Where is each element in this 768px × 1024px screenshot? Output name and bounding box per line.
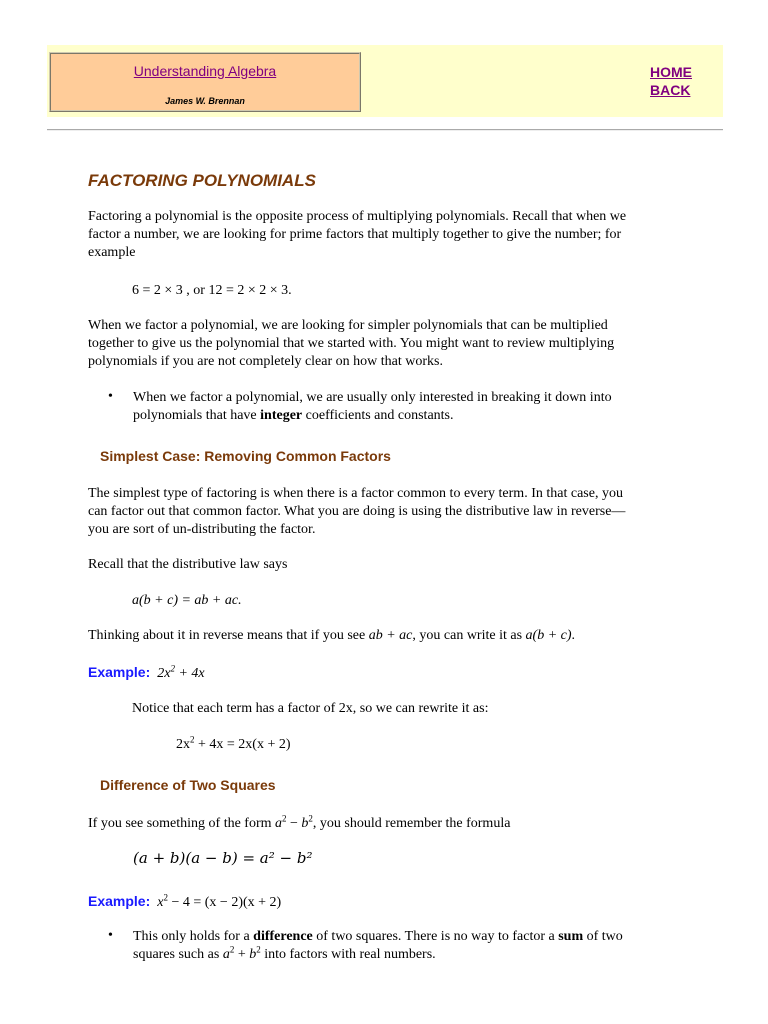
text-segment: , you can write it as bbox=[412, 628, 526, 643]
text-segment: This only holds for a bbox=[133, 929, 254, 944]
text-segment: + bbox=[234, 947, 250, 962]
text-segment: of two bbox=[583, 929, 623, 944]
bullet-line: When we factor a polynomial, we are usually only interested in breaking it down into bbox=[133, 390, 612, 405]
intro-paragraph bbox=[88, 208, 678, 262]
distributive-law: a(b + c) = ab + ac. bbox=[132, 593, 242, 608]
difference-intro bbox=[88, 815, 678, 833]
text-segment: − bbox=[286, 816, 302, 831]
math-term: b bbox=[249, 947, 257, 962]
site-title-box bbox=[49, 52, 361, 112]
section-heading-common-factors: Simplest Case: Removing Common Factors bbox=[100, 448, 391, 464]
text-segment: Thinking about it in reverse means that if you see bbox=[88, 628, 369, 643]
math-term: a bbox=[275, 816, 283, 831]
math-term: 2x bbox=[176, 737, 190, 752]
number-example: 6 = 2 × 3 , or 12 = 2 × 2 × 3. bbox=[132, 283, 292, 298]
exponent: 2 bbox=[170, 663, 175, 674]
math-term: + 4x bbox=[174, 666, 205, 681]
home-link[interactable]: HOME bbox=[650, 64, 692, 80]
math-term: a bbox=[222, 947, 230, 962]
common-factor-paragraph bbox=[88, 485, 678, 539]
intro-paragraph-2 bbox=[88, 317, 678, 371]
bullet-text-post: coefficients and constants. bbox=[302, 408, 454, 423]
math-segment: a(b + c) bbox=[525, 628, 572, 643]
bullet-icon: • bbox=[108, 928, 113, 943]
exponent: 2 bbox=[256, 944, 261, 955]
horizontal-divider bbox=[47, 129, 723, 131]
bullet-line bbox=[133, 928, 673, 946]
exponent: 2 bbox=[229, 944, 235, 955]
math-segment: ab + ac bbox=[368, 628, 413, 643]
text-segment: of two squares. There is no way to factor a bbox=[312, 929, 559, 944]
exponent: 2 bbox=[308, 813, 313, 824]
example-label: Example: bbox=[88, 664, 151, 680]
exponent: 2 bbox=[163, 892, 168, 903]
bullet-bold: integer bbox=[260, 408, 303, 423]
text-segment: . bbox=[571, 628, 576, 643]
intro-line: polynomials if you are not completely clear on how that works. bbox=[88, 354, 443, 369]
intro-line: together to give us the polynomial that we started with. You might want to review multiplying bbox=[88, 336, 615, 351]
paragraph-line: can factor out that common factor. What you are doing is using the distributive law in reverse— bbox=[88, 504, 626, 519]
page-title: FACTORING POLYNOMIALS bbox=[88, 171, 316, 190]
recall-text: Recall that the distributive law says bbox=[88, 557, 288, 572]
text-segment: If you see something of the form bbox=[88, 816, 276, 831]
exponent: 2 bbox=[190, 734, 195, 745]
math-term: − 4 = (x − 2)(x + 2) bbox=[167, 895, 282, 910]
math-term: 2x bbox=[157, 666, 171, 681]
bullet-line bbox=[133, 407, 673, 425]
bullet-icon: • bbox=[108, 389, 113, 404]
difference-of-squares-formula: (a + b)(a − b) = a² − b² bbox=[133, 849, 313, 867]
example-label: Example: bbox=[88, 893, 151, 909]
section-heading-difference-of-squares: Difference of Two Squares bbox=[100, 777, 276, 793]
paragraph-line: you are sort of un-distributing the factor. bbox=[88, 522, 316, 537]
intro-line: factor a number, we are looking for prime factors that multiply together to give the number; for bbox=[88, 227, 622, 242]
example-1 bbox=[88, 663, 678, 683]
bullet-line bbox=[133, 946, 673, 964]
example-expression bbox=[157, 663, 205, 681]
text-segment: into factors with real numbers. bbox=[260, 947, 436, 962]
reverse-text bbox=[88, 627, 678, 645]
notice-text: Notice that each term has a factor of 2x, so we can rewrite it as: bbox=[132, 701, 489, 716]
intro-line: When we factor a polynomial, we are looking for simpler polynomials that can be multiplied bbox=[88, 318, 608, 333]
text-segment: , you should remember the formula bbox=[312, 816, 511, 831]
author-name: James W. Brennan bbox=[165, 96, 245, 106]
intro-line: example bbox=[88, 245, 136, 260]
math-term: + 4x = 2x(x + 2) bbox=[194, 737, 291, 752]
sum-of-squares-note bbox=[133, 928, 673, 964]
bullet-text-pre: polynomials that have bbox=[133, 408, 261, 423]
factored-result bbox=[176, 736, 676, 754]
math-term: x bbox=[157, 895, 164, 910]
example-2 bbox=[88, 892, 678, 912]
integer-note bbox=[133, 389, 673, 425]
paragraph-line: The simplest type of factoring is when there is a factor common to every term. In that case, you bbox=[88, 486, 623, 501]
bold-term: sum bbox=[558, 929, 584, 944]
text-segment: squares such as bbox=[133, 947, 223, 962]
back-link[interactable]: BACK bbox=[650, 82, 691, 98]
bold-term: difference bbox=[253, 929, 313, 944]
intro-line: Factoring a polynomial is the opposite process of multiplying polynomials. Recall that when we bbox=[88, 209, 627, 224]
site-title-link[interactable]: Understanding Algebra bbox=[133, 63, 277, 79]
math-term: b bbox=[301, 816, 309, 831]
exponent: 2 bbox=[282, 813, 287, 824]
